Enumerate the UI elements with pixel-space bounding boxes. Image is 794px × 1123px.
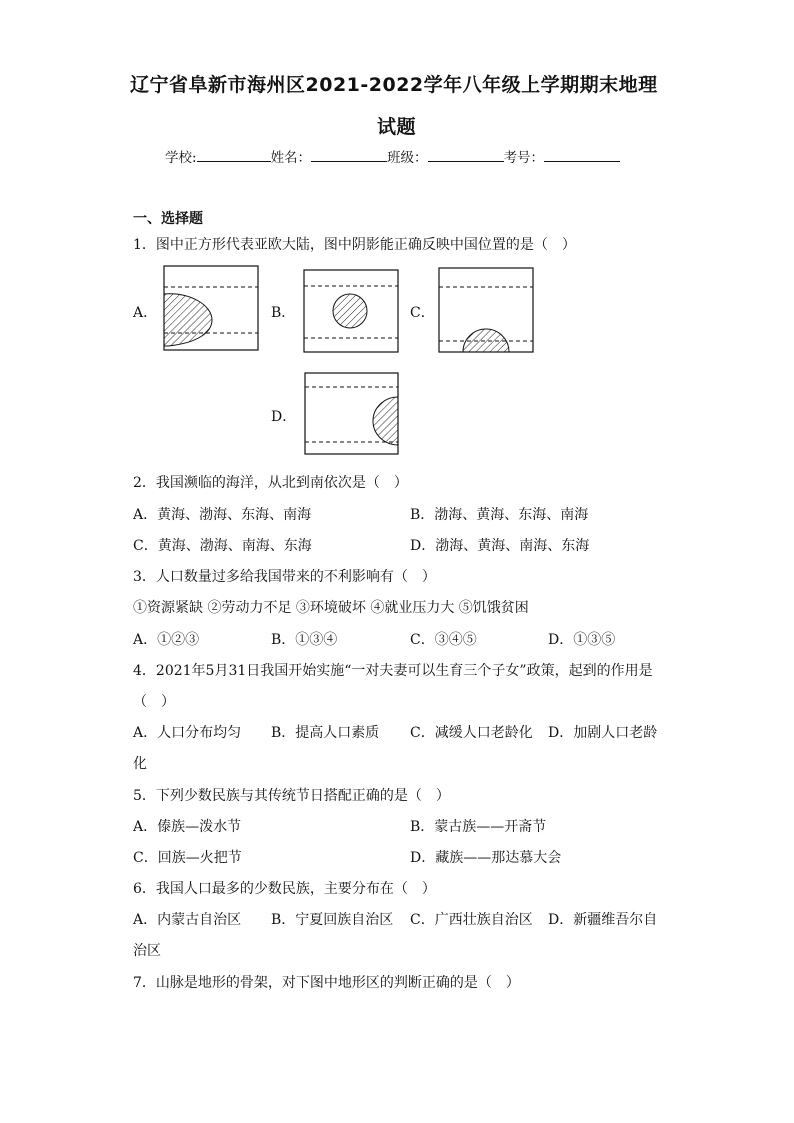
question-5-stem: 5．下列少数民族与其传统节日搭配正确的是（ ） bbox=[133, 788, 450, 804]
q6-option-c[interactable]: C．广西壮族自治区 bbox=[410, 912, 533, 928]
q6-option-d-cont: 治区 bbox=[133, 943, 161, 959]
question-4-stem: 4．2021年5月31日我国开始实施“一对夫妻可以生育三个子女”政策，起到的作用是 bbox=[133, 663, 653, 679]
q2-option-b[interactable]: B．渤海、黄海、东海、南海 bbox=[410, 507, 589, 523]
diagram-b bbox=[304, 270, 398, 352]
exam-no-label: 考号： bbox=[503, 150, 545, 166]
q4-option-d[interactable]: D．加剧人口老龄 bbox=[548, 725, 658, 741]
question-7-stem: 7．山脉是地形的骨架，对下图中地形区的判断正确的是（ ） bbox=[133, 975, 520, 991]
diagram-d bbox=[305, 373, 398, 454]
question-2-stem: 2．我国濒临的海洋，从北到南依次是（ ） bbox=[133, 475, 408, 491]
section-heading: 一、选择题 bbox=[133, 211, 203, 227]
q5-option-a[interactable]: A．傣族—泼水节 bbox=[133, 819, 242, 835]
q1-option-d-label[interactable]: D． bbox=[271, 409, 297, 425]
diagram-a bbox=[164, 266, 258, 350]
question-6-stem: 6．我国人口最多的少数民族，主要分布在（ ） bbox=[133, 881, 436, 897]
q1-option-b-label[interactable]: B． bbox=[271, 305, 296, 321]
name-label: 姓名： bbox=[270, 150, 312, 166]
q3-option-d[interactable]: D．①③⑤ bbox=[548, 632, 616, 648]
q6-option-b[interactable]: B．宁夏回族自治区 bbox=[271, 912, 394, 928]
q5-option-b[interactable]: B．蒙古族——开斋节 bbox=[410, 819, 547, 835]
diagram-c bbox=[439, 268, 533, 352]
q2-option-d[interactable]: D．渤海、黄海、南海、东海 bbox=[410, 538, 590, 554]
page-title: 辽宁省阜新市海州区2021-2022学年八年级上学期期末地理 bbox=[130, 74, 658, 96]
q4-option-a[interactable]: A．人口分布均匀 bbox=[133, 725, 242, 741]
q3-option-c[interactable]: C．③④⑤ bbox=[410, 632, 477, 648]
question-1-stem: 1．图中正方形代表亚欧大陆，图中阴影能正确反映中国位置的是（ ） bbox=[133, 237, 576, 253]
q3-items: ①资源紧缺 ②劳动力不足 ③环境破坏 ④就业压力大 ⑤饥饿贫困 bbox=[133, 600, 529, 616]
q6-option-d[interactable]: D．新疆维吾尔自 bbox=[548, 912, 658, 928]
q5-option-d[interactable]: D．藏族——那达慕大会 bbox=[410, 850, 562, 866]
q3-option-b[interactable]: B．①③④ bbox=[271, 632, 338, 648]
q2-option-a[interactable]: A．黄海、渤海、东海、南海 bbox=[133, 507, 312, 523]
q4-option-c[interactable]: C．减缓人口老龄化 bbox=[410, 725, 533, 741]
school-label: 学校: bbox=[165, 150, 197, 166]
question-3-stem: 3．人口数量过多给我国带来的不利影响有（ ） bbox=[133, 569, 436, 585]
page-title-line2: 试题 bbox=[377, 116, 417, 138]
q1-option-c-label[interactable]: C． bbox=[410, 305, 435, 321]
q3-option-a[interactable]: A．①②③ bbox=[133, 632, 200, 648]
q2-option-c[interactable]: C．黄海、渤海、南海、东海 bbox=[133, 538, 312, 554]
class-label: 班级： bbox=[387, 150, 428, 166]
q4-option-b[interactable]: B．提高人口素质 bbox=[271, 725, 380, 741]
question-4-stem-cont: （ ） bbox=[133, 694, 175, 710]
q6-option-a[interactable]: A．内蒙古自治区 bbox=[133, 912, 242, 928]
q1-option-a-label[interactable]: A． bbox=[133, 305, 158, 321]
q4-option-d-cont: 化 bbox=[133, 756, 147, 772]
q5-option-c[interactable]: C．回族—火把节 bbox=[133, 850, 242, 866]
